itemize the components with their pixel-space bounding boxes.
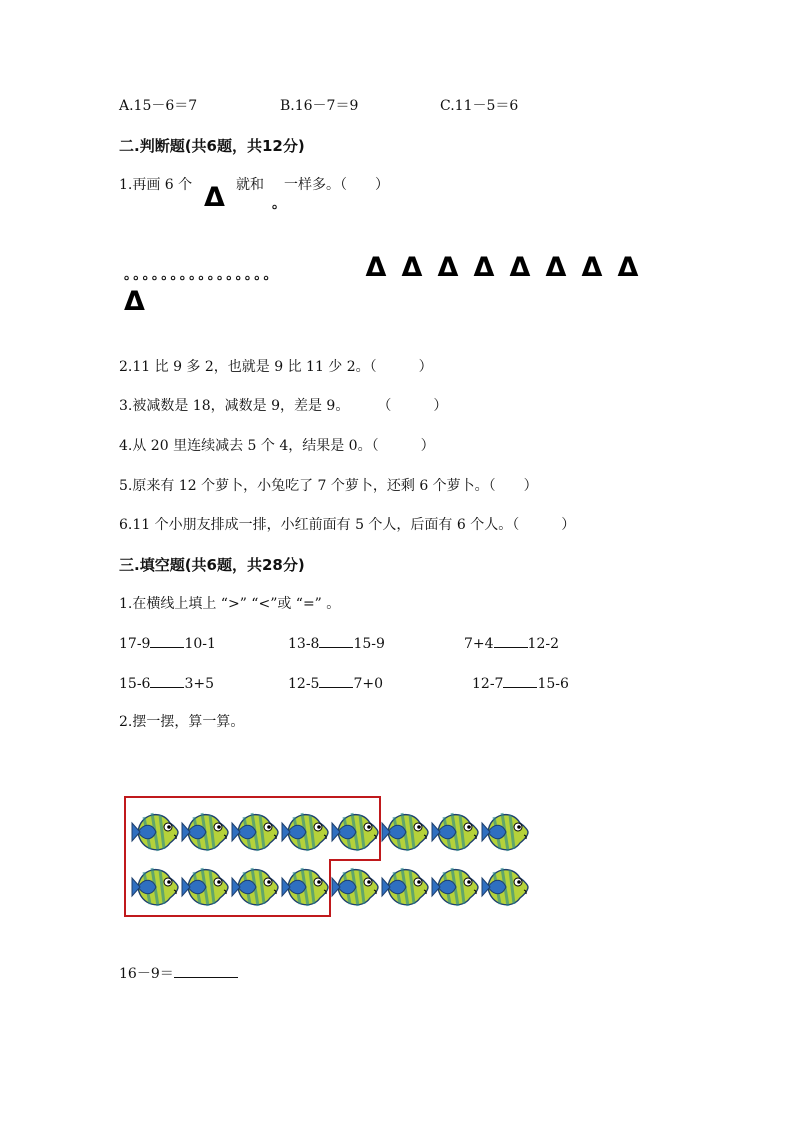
judge-q5: 5.原来有 12 个萝卜，小兔吃了 7 个萝卜，还剩 6 个萝卜。（ ） <box>119 478 538 494</box>
dot-icon: 。 <box>272 196 286 212</box>
choice-b: B.16－7＝9 <box>280 98 359 114</box>
judge-q1-part3: 一样多。（ ） <box>284 177 389 193</box>
choice-c: C.11－5＝6 <box>440 98 519 114</box>
choice-a: A.15－6＝7 <box>119 98 198 114</box>
compare-left: 15-6 <box>119 676 151 692</box>
answer-blank[interactable] <box>174 965 238 978</box>
triangle-icon: Δ <box>617 252 639 283</box>
compare-left: 17-9 <box>119 636 151 652</box>
fill-q1: 1.在横线上填上 “>” “<”或 “=” 。 <box>119 596 341 612</box>
triangle-icon: Δ <box>437 252 459 283</box>
compare-right: 10-1 <box>184 636 216 652</box>
judge-q1-num: 1. <box>119 177 133 193</box>
compare-right: 3+5 <box>184 676 214 692</box>
triangle-icon: Δ <box>509 252 531 283</box>
judge-q1-part1: 再画 6 个 <box>132 177 193 193</box>
judge-q6: 6.11 个小朋友排成一排，小红前面有 5 个人，后面有 6 个人。（ ） <box>119 517 576 533</box>
judge-q1-part2: 就和 <box>236 177 264 193</box>
section2-heading: 二.判断题(共6题，共12分) <box>119 137 305 155</box>
triangle-icon: Δ <box>473 252 495 283</box>
equation <box>119 965 238 983</box>
judge-q4: 4.从 20 里连续减去 5 个 4，结果是 0。（ ） <box>119 438 435 454</box>
section3-heading: 三.填空题(共6题，共28分) <box>119 556 305 574</box>
compare-right: 15-9 <box>353 636 385 652</box>
dot-row: 。。。。。。。。。。。。。。。。 <box>124 267 280 283</box>
equation-text: 16－9＝ <box>119 966 174 982</box>
compare-right: 15-6 <box>537 676 569 692</box>
fill-q2: 2.摆一摆，算一算。 <box>119 714 245 730</box>
compare-right: 12-2 <box>527 636 559 652</box>
compare-left: 13-8 <box>288 636 320 652</box>
triangle-icon: Δ <box>545 252 567 283</box>
triangle-icon: Δ <box>124 286 145 317</box>
compare-left: 7+4 <box>464 636 494 652</box>
judge-q2: 2.11 比 9 多 2，也就是 9 比 11 少 2。（ ） <box>119 359 433 375</box>
compare-right: 7+0 <box>353 676 383 692</box>
triangle-icon: Δ <box>581 252 603 283</box>
triangle-icon: Δ <box>365 252 387 283</box>
triangle-icon: Δ <box>401 252 423 283</box>
compare-left: 12-5 <box>288 676 320 692</box>
triangle-icon: Δ <box>204 182 225 213</box>
compare-left: 12-7 <box>472 676 504 692</box>
judge-q3: 3.被减数是 18，减数是 9，差是 9。 （ ） <box>119 398 448 414</box>
